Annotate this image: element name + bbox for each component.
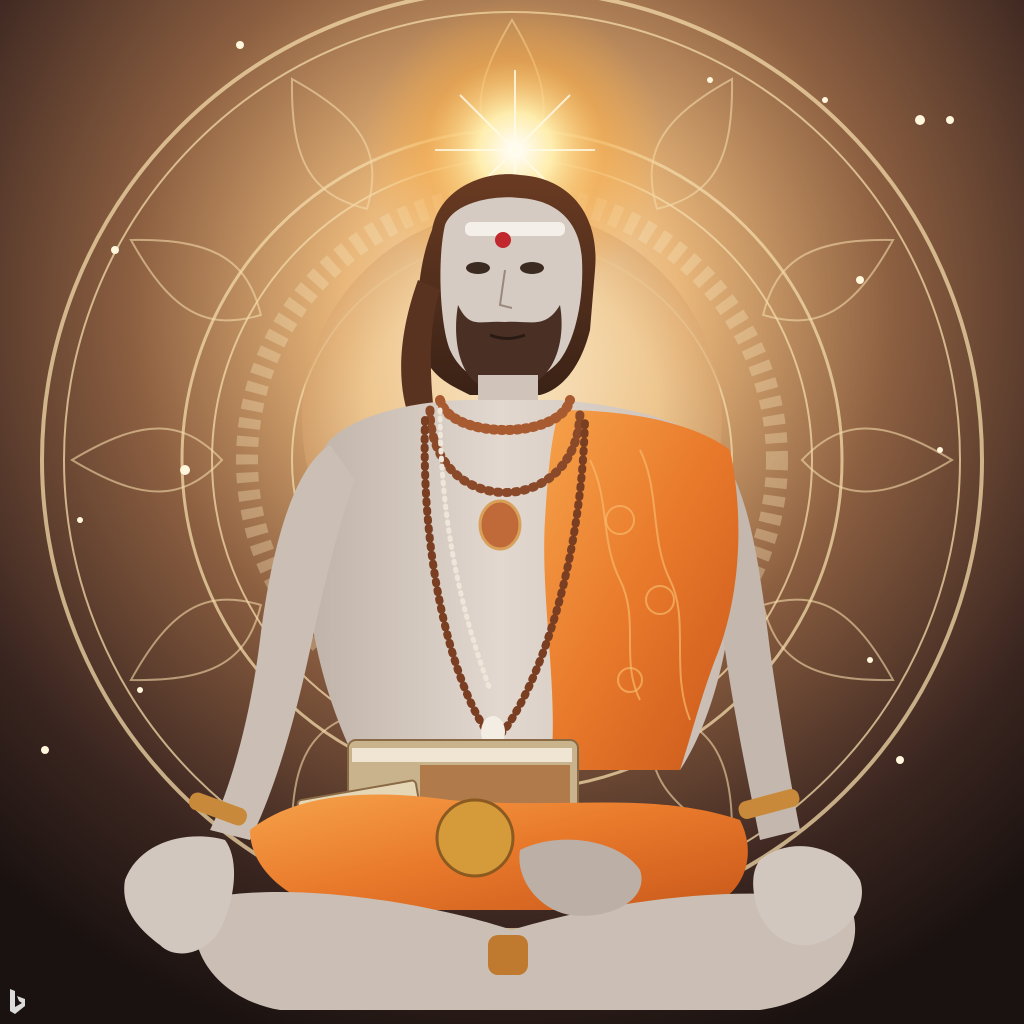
book-pages	[352, 748, 572, 762]
ankle-band	[488, 935, 528, 975]
pendant	[480, 501, 520, 549]
bing-logo-icon	[4, 986, 30, 1018]
left-eye	[466, 262, 490, 274]
right-eye	[520, 262, 544, 274]
robe-medallion	[437, 800, 513, 876]
forehead-tilak-dot	[495, 232, 511, 248]
forehead-tilak-band	[465, 222, 565, 236]
